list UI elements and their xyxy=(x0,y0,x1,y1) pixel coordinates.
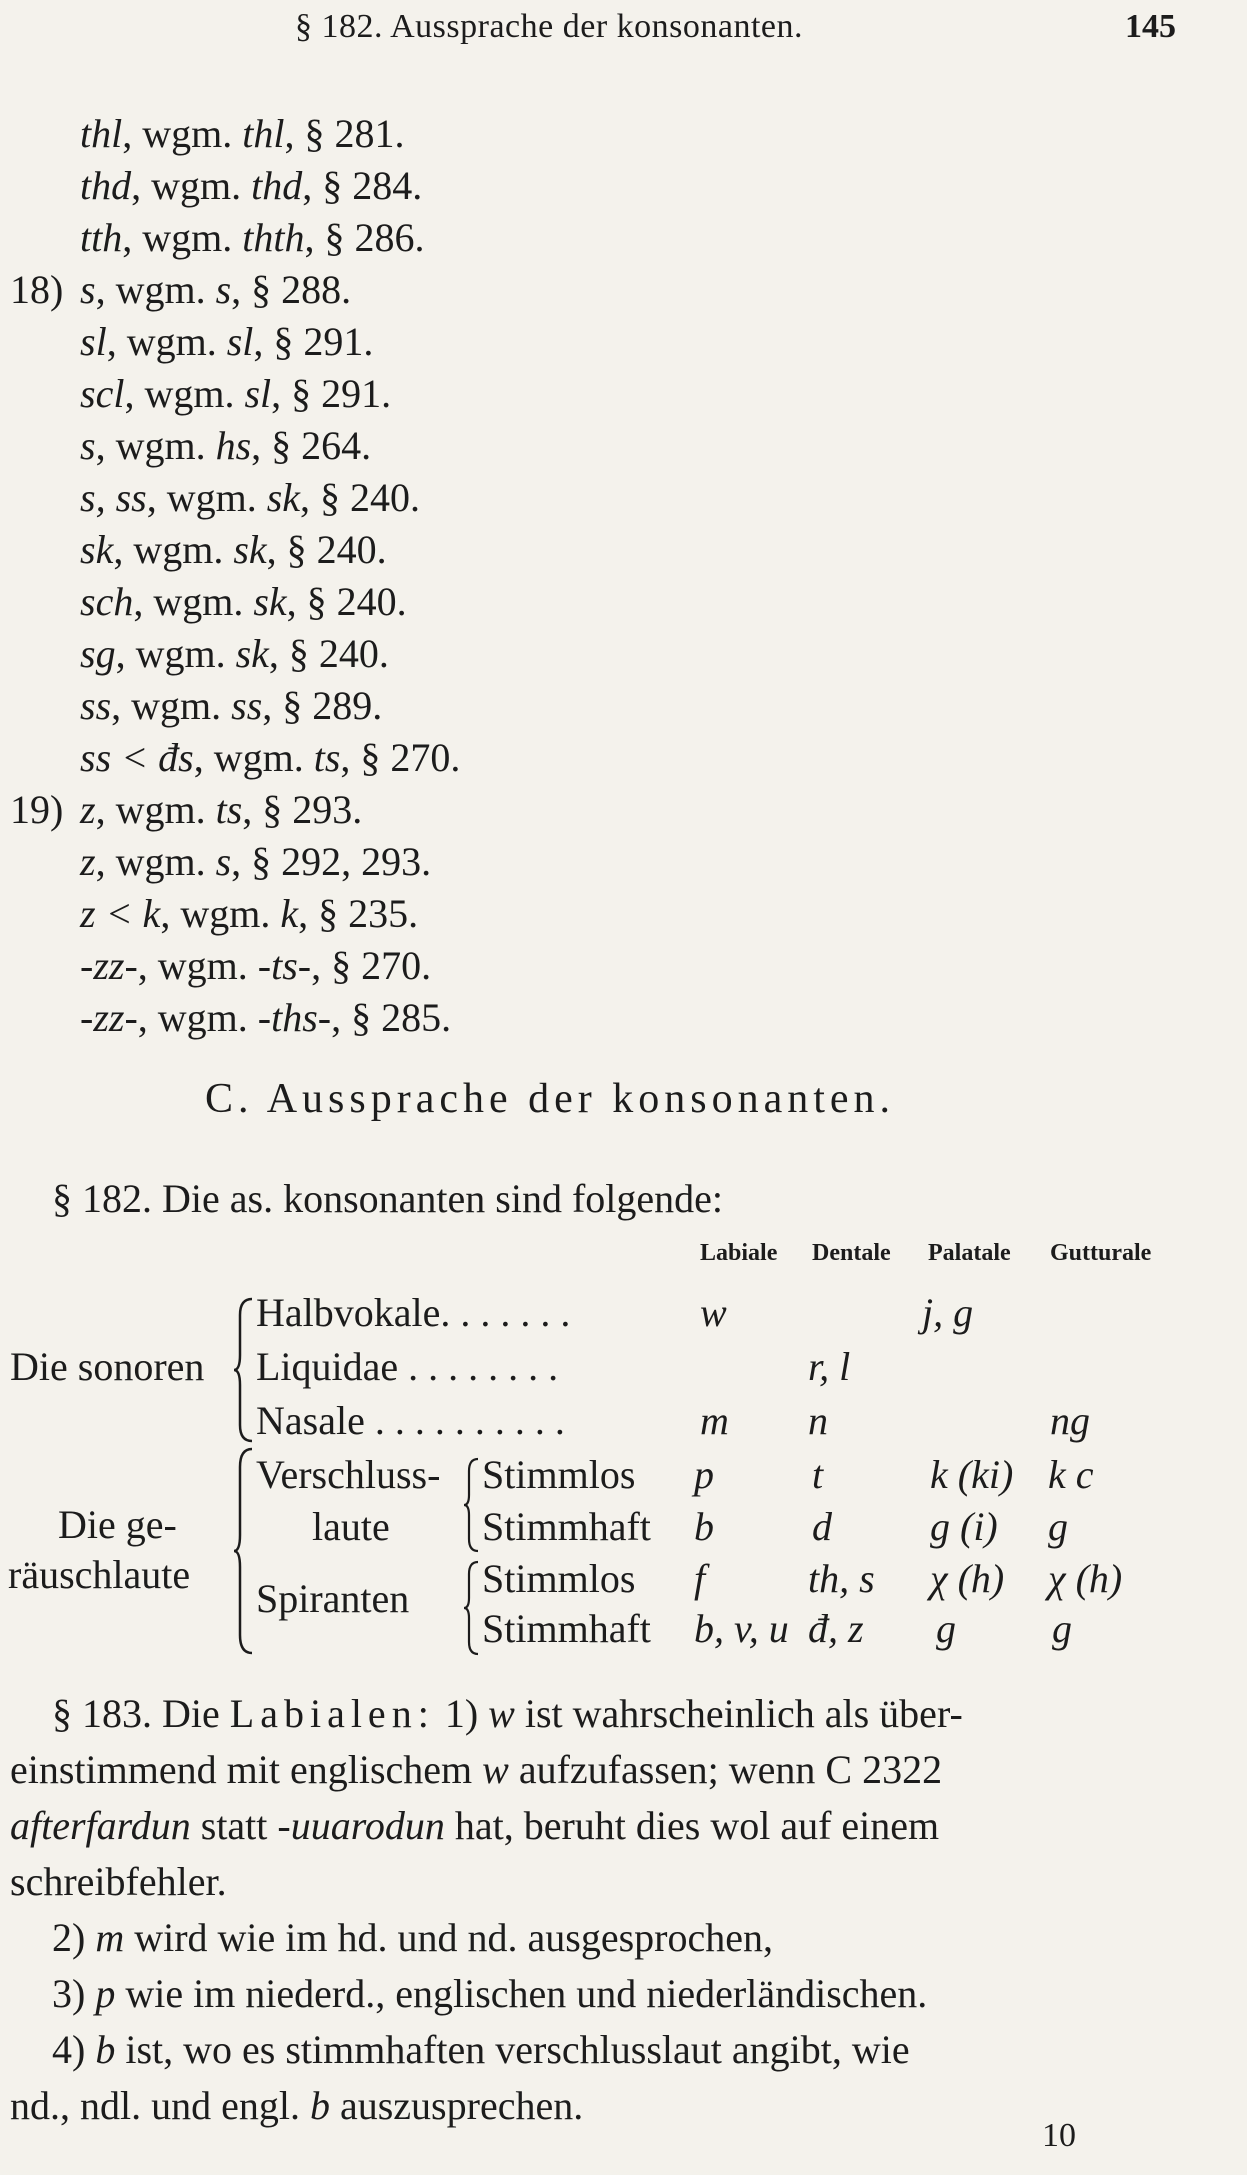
list-item: z, wgm. s, § 292, 293. xyxy=(80,839,432,884)
list-item: 19) z, wgm. ts, § 293. xyxy=(10,787,363,832)
list-item: ss, wgm. ss, § 289. xyxy=(80,683,383,728)
entry-wgm-form: hs xyxy=(215,423,252,468)
wgm-label: wgm. xyxy=(213,735,304,780)
list-item: sch, wgm. sk, § 240. xyxy=(80,579,407,624)
entry-ref: § 240. xyxy=(306,579,407,624)
entry-ref: § 293. xyxy=(262,787,363,832)
page-number: 145 xyxy=(1125,8,1176,45)
wgm-label: wgm. xyxy=(144,371,235,416)
entry-form: ss < đs xyxy=(80,735,194,780)
entry-ref: § 270. xyxy=(331,943,432,988)
wgm-label: wgm. xyxy=(142,215,233,260)
wgm-label: wgm. xyxy=(115,787,206,832)
entry-form: z xyxy=(80,839,96,884)
wgm-label: wgm. xyxy=(157,995,248,1040)
wgm-label: wgm. xyxy=(115,423,206,468)
wgm-label: wgm. xyxy=(135,631,226,676)
v-sh-dental: d xyxy=(812,1504,832,1549)
list-item: thd, wgm. thd, § 284. xyxy=(80,163,423,208)
v-sl-palatal: k (ki) xyxy=(930,1452,1014,1497)
p183-line-1: § 183. Die Labialen: 1) w ist wahrscheinlich als über- xyxy=(52,1691,963,1736)
section-heading: C. Aussprache der konsonanten. xyxy=(205,1076,896,1122)
row-nasale: Nasale . . . . . . . . . . xyxy=(256,1398,565,1443)
wgm-label: wgm. xyxy=(157,943,248,988)
s-sh-guttural: g xyxy=(1052,1606,1072,1651)
wgm-label: wgm. xyxy=(166,475,257,520)
nasale-guttural: ng xyxy=(1050,1398,1090,1443)
entry-wgm-form: sk xyxy=(253,579,287,624)
entry-form: s, ss xyxy=(80,475,147,520)
brace-sonoren xyxy=(232,1295,256,1445)
entry-wgm-form: ss xyxy=(231,683,263,728)
v-sl-dental: t xyxy=(812,1452,824,1497)
list-item: scl, wgm. sl, § 291. xyxy=(80,371,392,416)
wgm-label: wgm. xyxy=(133,527,224,572)
col-labiale: Labiale xyxy=(700,1240,778,1266)
col-gutturale: Gutturale xyxy=(1050,1240,1152,1266)
s-stimmlos: Stimmlos xyxy=(482,1556,636,1601)
entry-wgm-form: sl xyxy=(244,371,272,416)
col-palatale: Palatale xyxy=(928,1240,1011,1266)
v-sh-labial: b xyxy=(694,1504,714,1549)
entry-form: thl xyxy=(80,111,123,156)
entry-ref: § 240. xyxy=(320,475,421,520)
v-stimmlos: Stimmlos xyxy=(482,1452,636,1497)
s-sh-dental: đ, z xyxy=(808,1606,864,1651)
halbvokale-palatal: j, g xyxy=(922,1290,974,1335)
entry-form: s xyxy=(80,423,96,468)
entry-ref: § 291. xyxy=(273,319,374,364)
list-item: 18) s, wgm. s, § 288. xyxy=(10,267,352,312)
v-stimmhaft: Stimmhaft xyxy=(482,1504,651,1549)
label-geraeusch-1: Die ge- xyxy=(58,1502,177,1547)
s-sh-palatal: g xyxy=(936,1606,956,1651)
nasale-dental: n xyxy=(808,1398,828,1443)
consonant-table xyxy=(0,1240,1247,1660)
list-item: -zz-, wgm. -ts-, § 270. xyxy=(80,943,432,988)
entry-ref: § 291. xyxy=(291,371,392,416)
col-dentale: Dentale xyxy=(812,1240,891,1266)
verschluss-1: Verschluss- xyxy=(256,1452,441,1497)
wgm-label: wgm. xyxy=(153,579,244,624)
s-sl-dental: th, s xyxy=(808,1556,875,1601)
entry-ref: § 285. xyxy=(351,995,452,1040)
entry-form: z < k xyxy=(80,891,161,936)
entry-form: sg xyxy=(80,631,116,676)
item-2: 2) m wird wie im hd. und nd. ausgesprochen, xyxy=(52,1915,773,1960)
label-geraeusch-2: räuschlaute xyxy=(8,1552,191,1597)
entry-ref: § 281. xyxy=(304,111,405,156)
list-item: sl, wgm. sl, § 291. xyxy=(80,319,374,364)
entry-form: scl xyxy=(80,371,125,416)
p183-line-4: schreibfehler. xyxy=(10,1859,227,1904)
list-item: s, wgm. hs, § 264. xyxy=(80,423,372,468)
entry-form: -zz- xyxy=(80,943,138,988)
entry-ref: § 289. xyxy=(282,683,383,728)
v-sh-guttural: g xyxy=(1048,1504,1068,1549)
signature-mark: 10 xyxy=(1042,2117,1076,2154)
brace-verschluss xyxy=(463,1455,481,1555)
list-item: s, ss, wgm. sk, § 240. xyxy=(80,475,421,520)
entry-ref: § 284. xyxy=(322,163,423,208)
wgm-label: wgm. xyxy=(115,267,206,312)
entry-ref: § 288. xyxy=(251,267,352,312)
entry-wgm-form: s xyxy=(215,839,232,884)
p183-line-2: einstimmend mit englischem w aufzufassen; wenn C 2322 xyxy=(10,1747,943,1792)
v-sl-guttural: k c xyxy=(1048,1452,1094,1497)
entry-wgm-form: ts xyxy=(215,787,243,832)
list-item: sg, wgm. sk, § 240. xyxy=(80,631,389,676)
entry-ref: § 240. xyxy=(286,527,387,572)
entry-form: sch xyxy=(80,579,134,624)
entry-wgm-form: thd xyxy=(251,163,303,208)
entry-wgm-form: sk xyxy=(266,475,301,520)
wgm-label: wgm. xyxy=(115,839,206,884)
list-item: z < k, wgm. k, § 235. xyxy=(80,891,419,936)
entry-ref: § 240. xyxy=(288,631,389,676)
s-sh-labial: b, v, u xyxy=(694,1606,789,1651)
s-sl-labial: f xyxy=(694,1556,706,1601)
entry-ref: § 264. xyxy=(271,423,372,468)
v-sl-labial: p xyxy=(694,1452,714,1497)
item-3: 3) p wie im niederd., englischen und niederländischen. xyxy=(52,1971,928,2016)
wgm-label: wgm. xyxy=(131,683,222,728)
item-4-cont: nd., ndl. und engl. b auszusprechen. xyxy=(10,2083,584,2128)
nasale-labial: m xyxy=(700,1398,729,1443)
list-item: -zz-, wgm. -ths-, § 285. xyxy=(80,995,452,1040)
entry-form: thd xyxy=(80,163,132,208)
entry-form: sl xyxy=(80,319,107,364)
entry-form: z xyxy=(80,787,96,832)
entry-ref: § 292, 293. xyxy=(251,839,432,884)
entry-form: tth xyxy=(80,215,123,260)
entry-wgm-form: -ts- xyxy=(257,943,312,988)
entry-wgm-form: sl xyxy=(226,319,254,364)
entry-number: 19) xyxy=(10,787,64,832)
entry-wgm-form: k xyxy=(280,891,299,936)
spiranten: Spiranten xyxy=(256,1576,410,1621)
paragraph-182: § 182. Die as. konsonanten sind folgende: xyxy=(52,1176,723,1221)
brace-spiranten xyxy=(463,1558,481,1658)
entry-form: sk xyxy=(80,527,114,572)
p183-line-3: afterfardun statt -uuarodun hat, beruht dies wol auf einem xyxy=(10,1803,940,1848)
entry-wgm-form: thth xyxy=(242,215,305,260)
entry-wgm-form: ts xyxy=(313,735,341,780)
entry-number: 18) xyxy=(10,267,64,312)
header-title: § 182. Aussprache der konsonanten. xyxy=(295,8,804,45)
s-sl-palatal: χ (h) xyxy=(930,1556,1005,1601)
entry-form: ss xyxy=(80,683,112,728)
verschluss-2: laute xyxy=(312,1504,390,1549)
entry-wgm-form: sk xyxy=(235,631,269,676)
entry-wgm-form: -ths- xyxy=(257,995,332,1040)
running-header xyxy=(0,4,1247,56)
wgm-label: wgm. xyxy=(126,319,217,364)
entry-wgm-form: sk xyxy=(233,527,267,572)
entry-ref: § 286. xyxy=(324,215,425,260)
entry-form: s xyxy=(80,267,96,312)
list-item: thl, wgm. thl, § 281. xyxy=(80,111,405,156)
halbvokale-labial: w xyxy=(700,1290,727,1335)
entry-ref: § 270. xyxy=(360,735,461,780)
wgm-label: wgm. xyxy=(142,111,233,156)
item-4: 4) b ist, wo es stimmhaften verschlusslaut angibt, wie xyxy=(52,2027,910,2072)
row-liquidae: Liquidae . . . . . . . . xyxy=(256,1344,559,1389)
entry-ref: § 235. xyxy=(318,891,419,936)
s-stimmhaft: Stimmhaft xyxy=(482,1606,651,1651)
liquidae-dental: r, l xyxy=(808,1344,851,1389)
list-item: sk, wgm. sk, § 240. xyxy=(80,527,387,572)
s-sl-guttural: χ (h) xyxy=(1048,1556,1123,1601)
brace-geraeuschlaute xyxy=(232,1445,256,1657)
row-halbvokale: Halbvokale. . . . . . . xyxy=(256,1290,571,1335)
entry-wgm-form: thl xyxy=(242,111,285,156)
wgm-label: wgm. xyxy=(151,163,242,208)
list-item: ss < đs, wgm. ts, § 270. xyxy=(80,735,461,780)
label-sonoren: Die sonoren xyxy=(10,1344,205,1389)
list-item: tth, wgm. thth, § 286. xyxy=(80,215,425,260)
v-sh-palatal: g (i) xyxy=(930,1504,998,1549)
entry-form: -zz- xyxy=(80,995,138,1040)
wgm-label: wgm. xyxy=(180,891,271,936)
entry-wgm-form: s xyxy=(215,267,232,312)
